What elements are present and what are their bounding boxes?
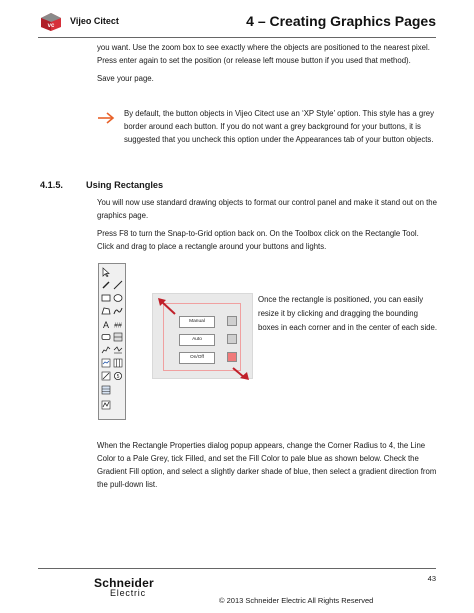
paragraph-resize: Once the rectangle is positioned, you can easily resize it by clicking and dragging the bounding boxes in each corner and in the center of each side.	[258, 295, 438, 332]
polygon-tool-icon[interactable]	[101, 306, 111, 316]
spc-tool-icon[interactable]	[101, 358, 111, 368]
svg-text:A: A	[102, 320, 110, 329]
brand-name: Vijeo Citect	[70, 16, 119, 26]
cicode-object-tool-icon[interactable]	[113, 345, 123, 355]
copyright-text: © 2013 Schneider Electric All Rights Reserved	[219, 596, 374, 605]
paragraph-properties: When the Rectangle Properties dialog popup appears, change the Corner Radius to 4, the Line Color to a Pale Grey, tick Filled, and set the Fill Color to pale blue as shown below. Check the Gradient Fill option, and select a slightly darker shade of blue, then select a gradient direction from the pull-down list.	[97, 441, 437, 489]
svg-text:5: 5	[116, 374, 120, 380]
page-header	[0, 0, 474, 40]
database-tool-icon[interactable]	[101, 385, 111, 395]
pointer-tool-icon[interactable]	[101, 267, 111, 277]
section-number: 4.1.5.	[40, 180, 63, 190]
callout-arrow-icon	[153, 294, 254, 380]
ellipse-tool-icon[interactable]	[113, 293, 123, 303]
number-tool-icon[interactable]	[113, 319, 123, 329]
toolbox-panel	[98, 263, 126, 420]
paragraph-zoom: you want. Use the zoom box to see exactly where the objects are positioned to the nearest pixel. Press enter again to set the position (or release left mouse button if you used that method).	[97, 43, 430, 65]
paragraph-save: Save your page.	[97, 74, 154, 83]
freehand-tool-icon[interactable]	[101, 371, 111, 381]
chapter-title: 4 – Creating Graphics Pages	[246, 13, 436, 29]
bar-tool-icon[interactable]	[113, 358, 123, 368]
activex-tool-icon[interactable]	[101, 400, 111, 410]
pipe-tool-icon[interactable]	[113, 306, 123, 316]
svg-text:##: ##	[114, 322, 122, 329]
schneider-electric-logo: Schneider Electric	[94, 576, 154, 598]
vijeo-citect-logo-icon	[40, 12, 62, 32]
page-number: 43	[427, 574, 436, 583]
symbol-set-tool-icon[interactable]	[113, 332, 123, 342]
manual-button: Manual	[179, 316, 215, 328]
section-title: Using Rectangles	[86, 180, 164, 190]
header-divider	[38, 37, 436, 38]
svg-text:vc: vc	[47, 23, 55, 29]
trend-tool-icon[interactable]	[101, 345, 111, 355]
line-tool-icon[interactable]	[113, 280, 123, 290]
button-tool-icon[interactable]	[101, 332, 111, 342]
pencil-tool-icon[interactable]	[101, 280, 111, 290]
note-text: By default, the button objects in Vijeo Citect use an ‘XP Style’ option. This style has a grey border around each button. If you do not want a grey background for your buttons, it is suggested that you uncheck this option under the Appearances tab of your button objects.	[124, 109, 435, 144]
auto-button: Auto	[179, 334, 215, 346]
rectangle-example-screenshot	[152, 293, 253, 379]
paragraph-intro: You will now use standard drawing objects to format our control panel and make it stand out on the graphics page.	[97, 198, 437, 220]
genie-tool-icon[interactable]	[113, 371, 123, 381]
paragraph-instructions: Press F8 to turn the Snap-to-Grid option back on. On the Toolbox click on the Rectangle Tool. Click and drag to place a rectangle around your buttons and lights.	[97, 229, 419, 251]
footer-divider	[38, 568, 436, 569]
on-off-button: On/Off	[179, 352, 215, 364]
text-tool-icon[interactable]	[101, 319, 111, 329]
rectangle-tool-icon[interactable]	[101, 293, 111, 303]
note-arrow-icon	[97, 111, 115, 125]
